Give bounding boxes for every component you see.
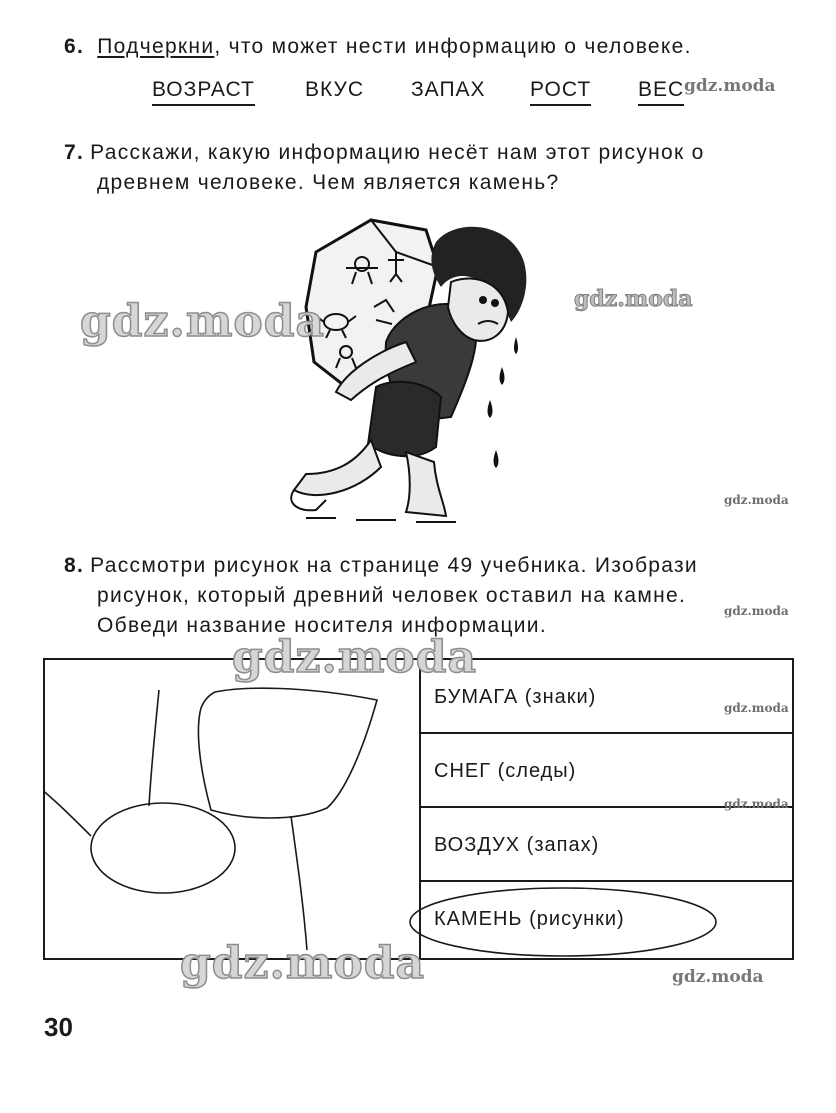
carrier-table [43, 658, 794, 960]
watermark: gdz.moda [232, 632, 478, 683]
option-height[interactable]: РОСТ [530, 78, 591, 106]
watermark: gdz.moda [180, 938, 426, 989]
task-8-prompt [64, 551, 804, 641]
watermark: gdz.moda [80, 296, 326, 347]
task-7-line-2: древнем человеке. Чем является камень? [97, 171, 560, 194]
task-6-prompt [64, 32, 692, 62]
watermark: gdz.moda [724, 797, 789, 811]
option-weight[interactable]: ВЕС [638, 78, 684, 106]
watermark: gdz.moda [574, 286, 693, 312]
carrier-paper[interactable]: БУМАГА (знаки) [419, 660, 794, 734]
task-8-number: 8. [64, 554, 85, 577]
task-8-line-1: Рассмотри рисунок на странице 49 учебника. Изобрази [90, 554, 698, 577]
child-drawing [45, 660, 419, 958]
drawing-area[interactable] [45, 660, 421, 958]
task-7-prompt [64, 138, 804, 198]
task-6-verb: Подчеркни [97, 35, 215, 58]
watermark: gdz.moda [724, 493, 789, 507]
watermark: gdz.moda [724, 604, 789, 618]
carrier-stone[interactable]: КАМЕНЬ (рисунки) [434, 908, 625, 930]
task-6-number: 6. [64, 35, 85, 58]
task-7-number: 7. [64, 141, 85, 164]
task-7-line-1: Расскажи, какую информацию несёт нам этот рисунок о [90, 141, 705, 164]
page-number: 30 [44, 1012, 73, 1042]
carrier-air[interactable]: ВОЗДУХ (запах) [419, 808, 794, 882]
task-6-text: , что может нести информацию о человеке. [214, 35, 692, 58]
caveman-illustration [276, 212, 536, 528]
carrier-snow[interactable]: СНЕГ (следы) [419, 734, 794, 808]
watermark: gdz.moda [684, 76, 776, 96]
option-smell[interactable]: ЗАПАХ [411, 78, 486, 101]
option-taste[interactable]: ВКУС [305, 78, 364, 101]
task-8-line-2: рисунок, который древний человек оставил на камне. [97, 584, 687, 607]
watermark: gdz.moda [672, 967, 764, 987]
watermark: gdz.moda [724, 701, 789, 715]
option-age[interactable]: ВОЗРАСТ [152, 78, 255, 106]
task-8-line-3: Обведи название носителя информации. [97, 614, 547, 637]
sweat-drops-icon [488, 337, 519, 468]
answer-circle [405, 882, 725, 960]
